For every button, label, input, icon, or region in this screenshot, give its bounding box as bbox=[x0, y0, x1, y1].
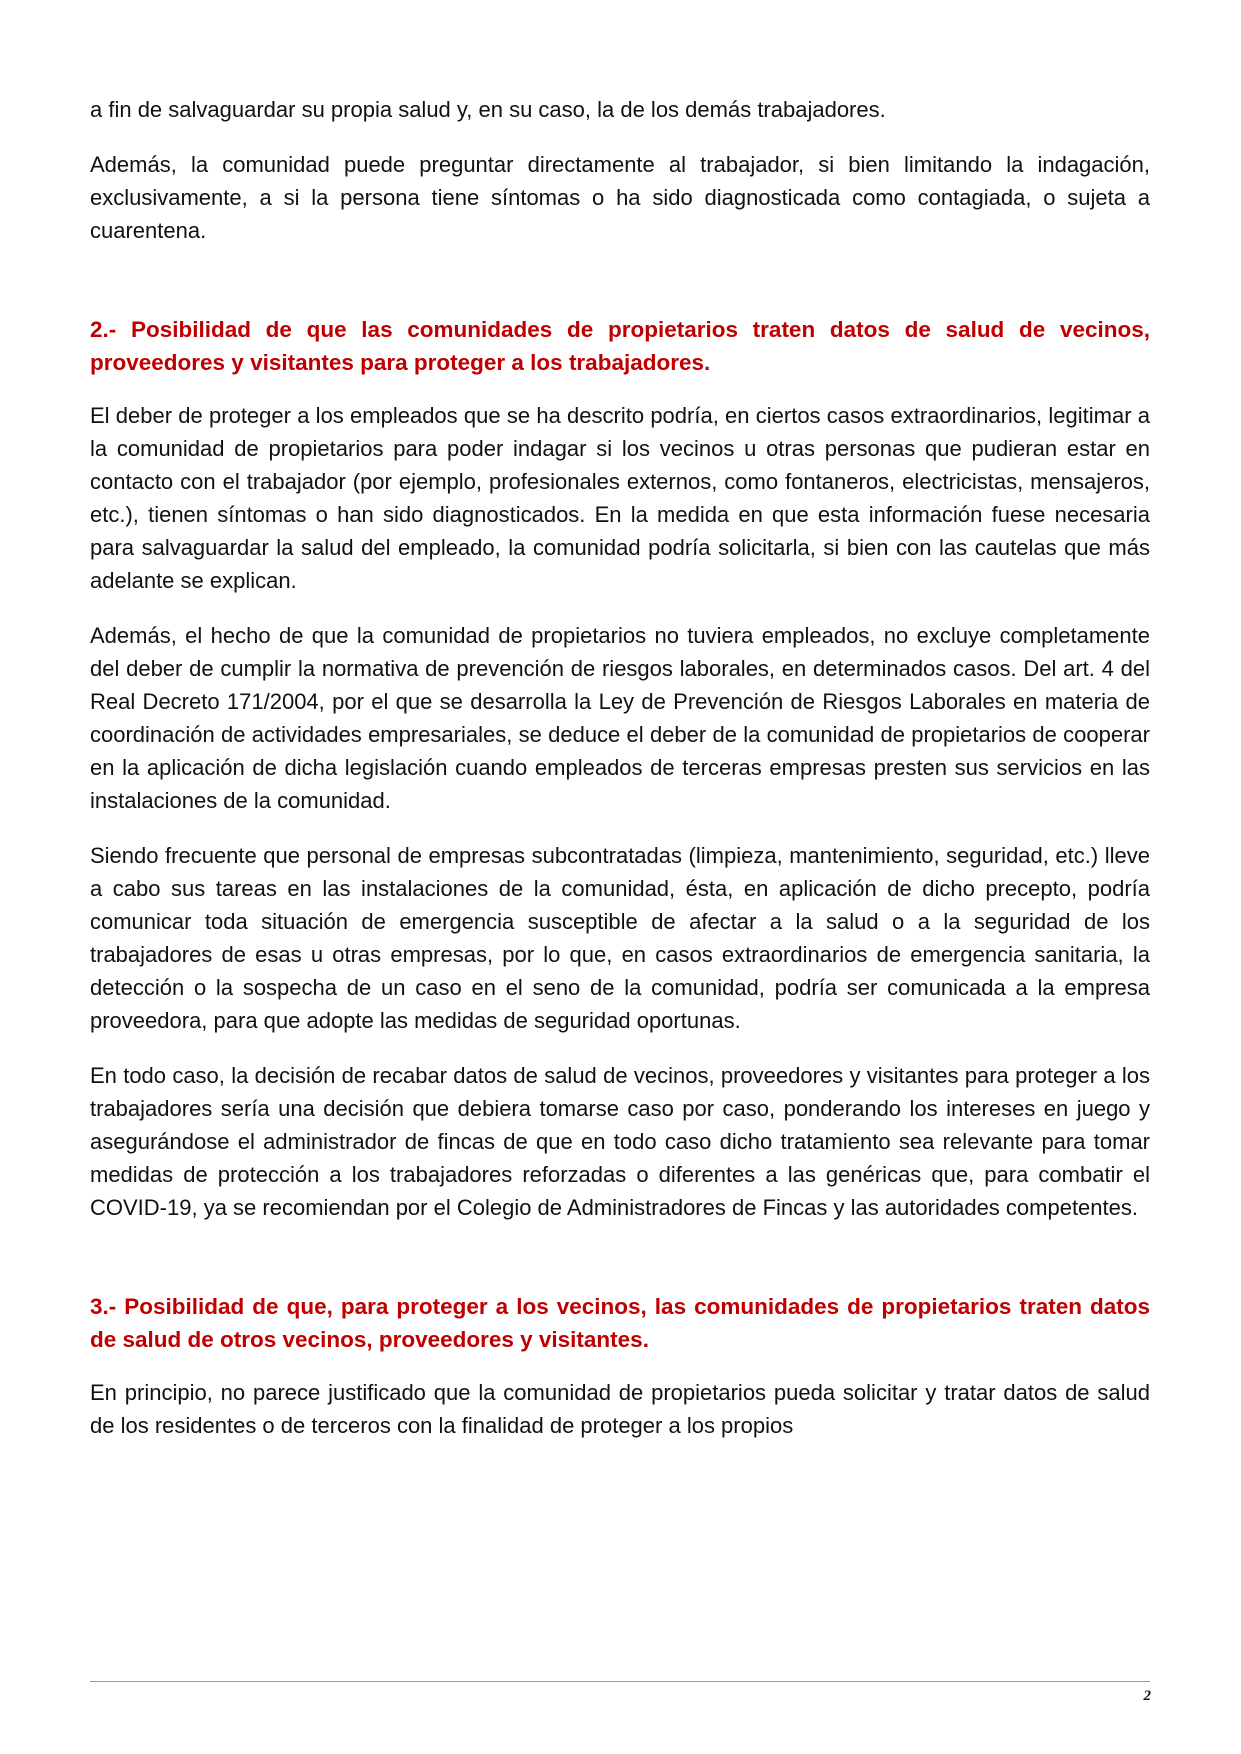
paragraph-4: Además, el hecho de que la comunidad de propietarios no tuviera empleados, no excluye completamente del deber de cumplir la normativa de prevención de riesgos laborales, en determinados casos. Del art. 4 del Real Decreto 171/2004, por el que se desarrolla la Ley de Prevención de Riesgos Laborales en materia de coordinación de actividades empresariales, se deduce el deber de la comunidad de propietarios de cooperar en la aplicación de dicha legislación cuando empleados de terceras empresas presten sus servicios en las instalaciones de la comunidad. bbox=[90, 623, 1150, 813]
paragraph-7: En principio, no parece justificado que la comunidad de propietarios pueda solicitar y tratar datos de salud de los residentes o de terceros con la finalidad de proteger a los propios bbox=[90, 1380, 1150, 1438]
paragraph-3: El deber de proteger a los empleados que se ha descrito podría, en ciertos casos extraordinarios, legitimar a la comunidad de propietarios para poder indagar si los vecinos u otras personas que pudieran estar en contacto con el trabajador (por ejemplo, profesionales externos, como fontaneros, electricistas, mensajeros, etc.), tienen síntomas o han sido diagnosticados. En la medida en que esta información fuese necesaria para salvaguardar la salud del empleado, la comunidad podría solicitarla, si bien con las cautelas que más adelante se explican. bbox=[90, 403, 1150, 593]
paragraph-5: Siendo frecuente que personal de empresas subcontratadas (limpieza, mantenimiento, seguridad, etc.) lleve a cabo sus tareas en las instalaciones de la comunidad, ésta, en aplicación de dicho precepto, podría comunicar toda situación de emergencia susceptible de afectar a la salud o a la seguridad de los trabajadores de esas u otras empresas, por lo que, en casos extraordinarios de emergencia sanitaria, la detección o la sospecha de un caso en el seno de la comunidad, podría ser comunicada a la empresa proveedora, para que adopte las medidas de seguridad oportunas. bbox=[90, 843, 1150, 1033]
footer-divider bbox=[90, 1681, 1150, 1682]
page-number: 2 bbox=[1143, 1688, 1151, 1704]
paragraph-2: Además, la comunidad puede preguntar directamente al trabajador, si bien limitando la indagación, exclusivamente, a si la persona tiene síntomas o ha sido diagnosticada como contagiada, o sujeta a cuarentena. bbox=[90, 152, 1150, 243]
section-2-heading: 2.- Posibilidad de que las comunidades de propietarios traten datos de salud de vecinos, proveedores y visitantes para proteger a los trabajadores. bbox=[90, 317, 1150, 375]
document-body bbox=[90, 93, 1150, 1442]
section-3-heading: 3.- Posibilidad de que, para proteger a los vecinos, las comunidades de propietarios traten datos de salud de otros vecinos, proveedores y visitantes. bbox=[90, 1294, 1150, 1352]
paragraph-1: a fin de salvaguardar su propia salud y, en su caso, la de los demás trabajadores. bbox=[90, 97, 886, 122]
paragraph-6: En todo caso, la decisión de recabar datos de salud de vecinos, proveedores y visitantes para proteger a los trabajadores sería una decisión que debiera tomarse caso por caso, ponderando los intereses en juego y asegurándose el administrador de fincas de que en todo caso dicho tratamiento sea relevante para tomar medidas de protección a los trabajadores reforzadas o diferentes a las genéricas que, para combatir el COVID-19, ya se recomiendan por el Colegio de Administradores de Fincas y las autoridades competentes. bbox=[90, 1063, 1150, 1220]
